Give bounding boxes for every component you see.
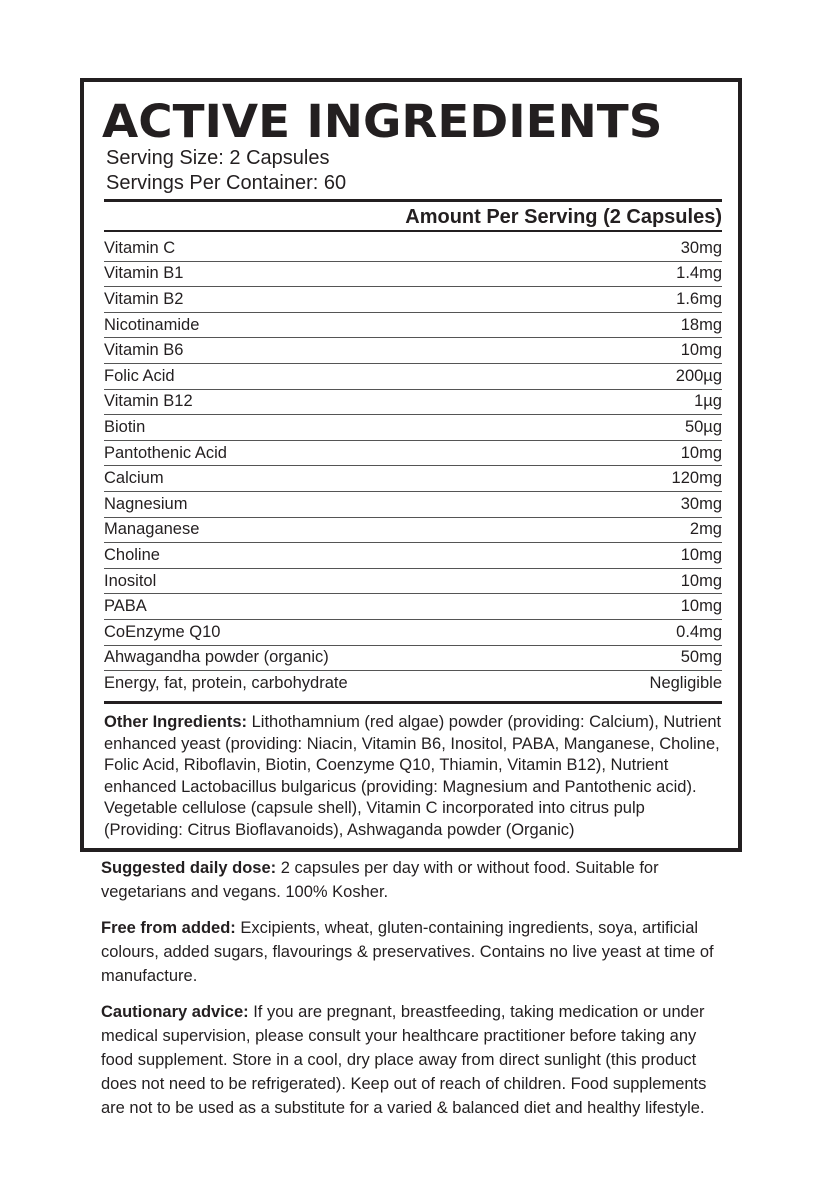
notes-section: [101, 856, 731, 1132]
ingredient-amount: 18mg: [680, 315, 722, 334]
table-row: [104, 569, 722, 595]
ingredient-amount: 10mg: [680, 597, 722, 616]
divider-top: [104, 199, 722, 202]
ingredient-amount: 10mg: [680, 545, 722, 564]
ingredient-name: Nicotinamide: [104, 315, 200, 334]
servings-per-container: Servings Per Container: 60: [106, 172, 347, 194]
ingredient-name: Calcium: [104, 469, 164, 488]
ingredient-name: CoEnzyme Q10: [104, 622, 221, 641]
ingredient-name: Biotin: [104, 417, 146, 436]
free-from: [101, 916, 731, 988]
ingredient-amount: 10mg: [680, 443, 722, 462]
table-row: [104, 594, 722, 620]
ingredient-amount: 30mg: [680, 238, 722, 257]
ingredient-amount: 0.4mg: [676, 622, 722, 641]
ingredient-amount: 10mg: [680, 571, 722, 590]
ingredient-name: Managanese: [104, 520, 200, 539]
table-row: [104, 671, 722, 697]
amount-header: Amount Per Serving (2 Capsules): [405, 206, 722, 228]
ingredient-name: Folic Acid: [104, 366, 175, 385]
cautionary-advice: [101, 1000, 731, 1120]
note-label: Free from added:: [101, 919, 236, 937]
table-row: [104, 492, 722, 518]
ingredient-name: Vitamin C: [104, 238, 176, 257]
ingredient-name: Vitamin B6: [104, 341, 184, 360]
ingredient-amount: 1.6mg: [676, 289, 722, 308]
ingredient-name: Choline: [104, 545, 160, 564]
ingredient-amount: 1.4mg: [676, 264, 722, 283]
ingredients-panel: [80, 78, 742, 852]
note-label: Cautionary advice:: [101, 1003, 249, 1021]
table-row: [104, 364, 722, 390]
ingredient-amount: 30mg: [680, 494, 722, 513]
ingredient-name: Nagnesium: [104, 494, 188, 513]
table-row: [104, 518, 722, 544]
suggested-dose: [101, 856, 731, 904]
serving-size: Serving Size: 2 Capsules: [106, 147, 330, 169]
table-row: [104, 543, 722, 569]
table-row: [104, 287, 722, 313]
other-ingredients: [104, 712, 724, 841]
ingredient-name: Energy, fat, protein, carbohydrate: [104, 674, 348, 693]
table-row: [104, 441, 722, 467]
table-row: [104, 313, 722, 339]
panel-title: ACTIVE INGREDIENTS: [102, 95, 663, 148]
note-label: Suggested daily dose:: [101, 859, 277, 877]
ingredient-amount: 50mg: [680, 648, 722, 667]
table-row: [104, 466, 722, 492]
other-ingredients-label: Other Ingredients:: [104, 713, 248, 731]
ingredient-name: Vitamin B12: [104, 392, 193, 411]
note-text: If you are pregnant, breastfeeding, taking medication or under medical supervision, please consult your healthcare practitioner before taking any food supplement. Store in a cool, dry place away from direct sunlight (this product does not need to be refrigerated). Keep out of reach of children. Food supplements are not to be used as a substitute for a varied & balanced diet and healthy lifestyle.: [101, 1003, 707, 1117]
table-row: [104, 338, 722, 364]
ingredient-amount: 120mg: [671, 469, 722, 488]
table-row: [104, 236, 722, 262]
ingredient-amount: 50µg: [684, 417, 722, 436]
ingredient-name: Vitamin B1: [104, 264, 184, 283]
ingredient-amount: 2mg: [689, 520, 722, 539]
ingredient-table: [104, 236, 722, 697]
table-row: [104, 262, 722, 288]
ingredient-name: Ahwagandha powder (organic): [104, 648, 329, 667]
ingredient-name: Inositol: [104, 571, 157, 590]
ingredient-amount: 1µg: [694, 392, 722, 411]
ingredient-amount: 10mg: [680, 341, 722, 360]
table-row: [104, 390, 722, 416]
ingredient-name: Pantothenic Acid: [104, 443, 227, 462]
ingredient-name: Vitamin B2: [104, 289, 184, 308]
divider-header: [104, 230, 722, 232]
note-text: Excipients, wheat, gluten-containing ingredients, soya, artificial colours, added sugars, flavourings & preservatives. Contains no live yeast at time of manufacture.: [101, 919, 714, 985]
note-text: 2 capsules per day with or without food. Suitable for vegetarians and vegans. 100% Kosher.: [101, 859, 659, 901]
table-row: [104, 646, 722, 672]
table-row: [104, 415, 722, 441]
ingredient-name: PABA: [104, 597, 147, 616]
other-ingredients-text: Lithothamnium (red algae) powder (providing: Calcium), Nutrient enhanced yeast (providing: Niacin, Vitamin B6, Inositol, PABA, Manganese, Choline, Folic Acid, Riboflavin, Biotin, Coenzyme Q10, Thiamin, Vitamin B12), Nutrient enhanced Lactobacillus bulgaricus (providing: Magnesium and Pantothenic acid). Vegetable cellulose (capsule shell), Vitamin C incorporated into citrus pulp (Providing: Citrus Bioflavanoids), Ashwaganda powder (Organic): [104, 713, 722, 839]
ingredient-amount: Negligible: [649, 674, 722, 693]
divider-bottom: [104, 701, 722, 704]
ingredient-amount: 200µg: [675, 366, 722, 385]
table-row: [104, 620, 722, 646]
